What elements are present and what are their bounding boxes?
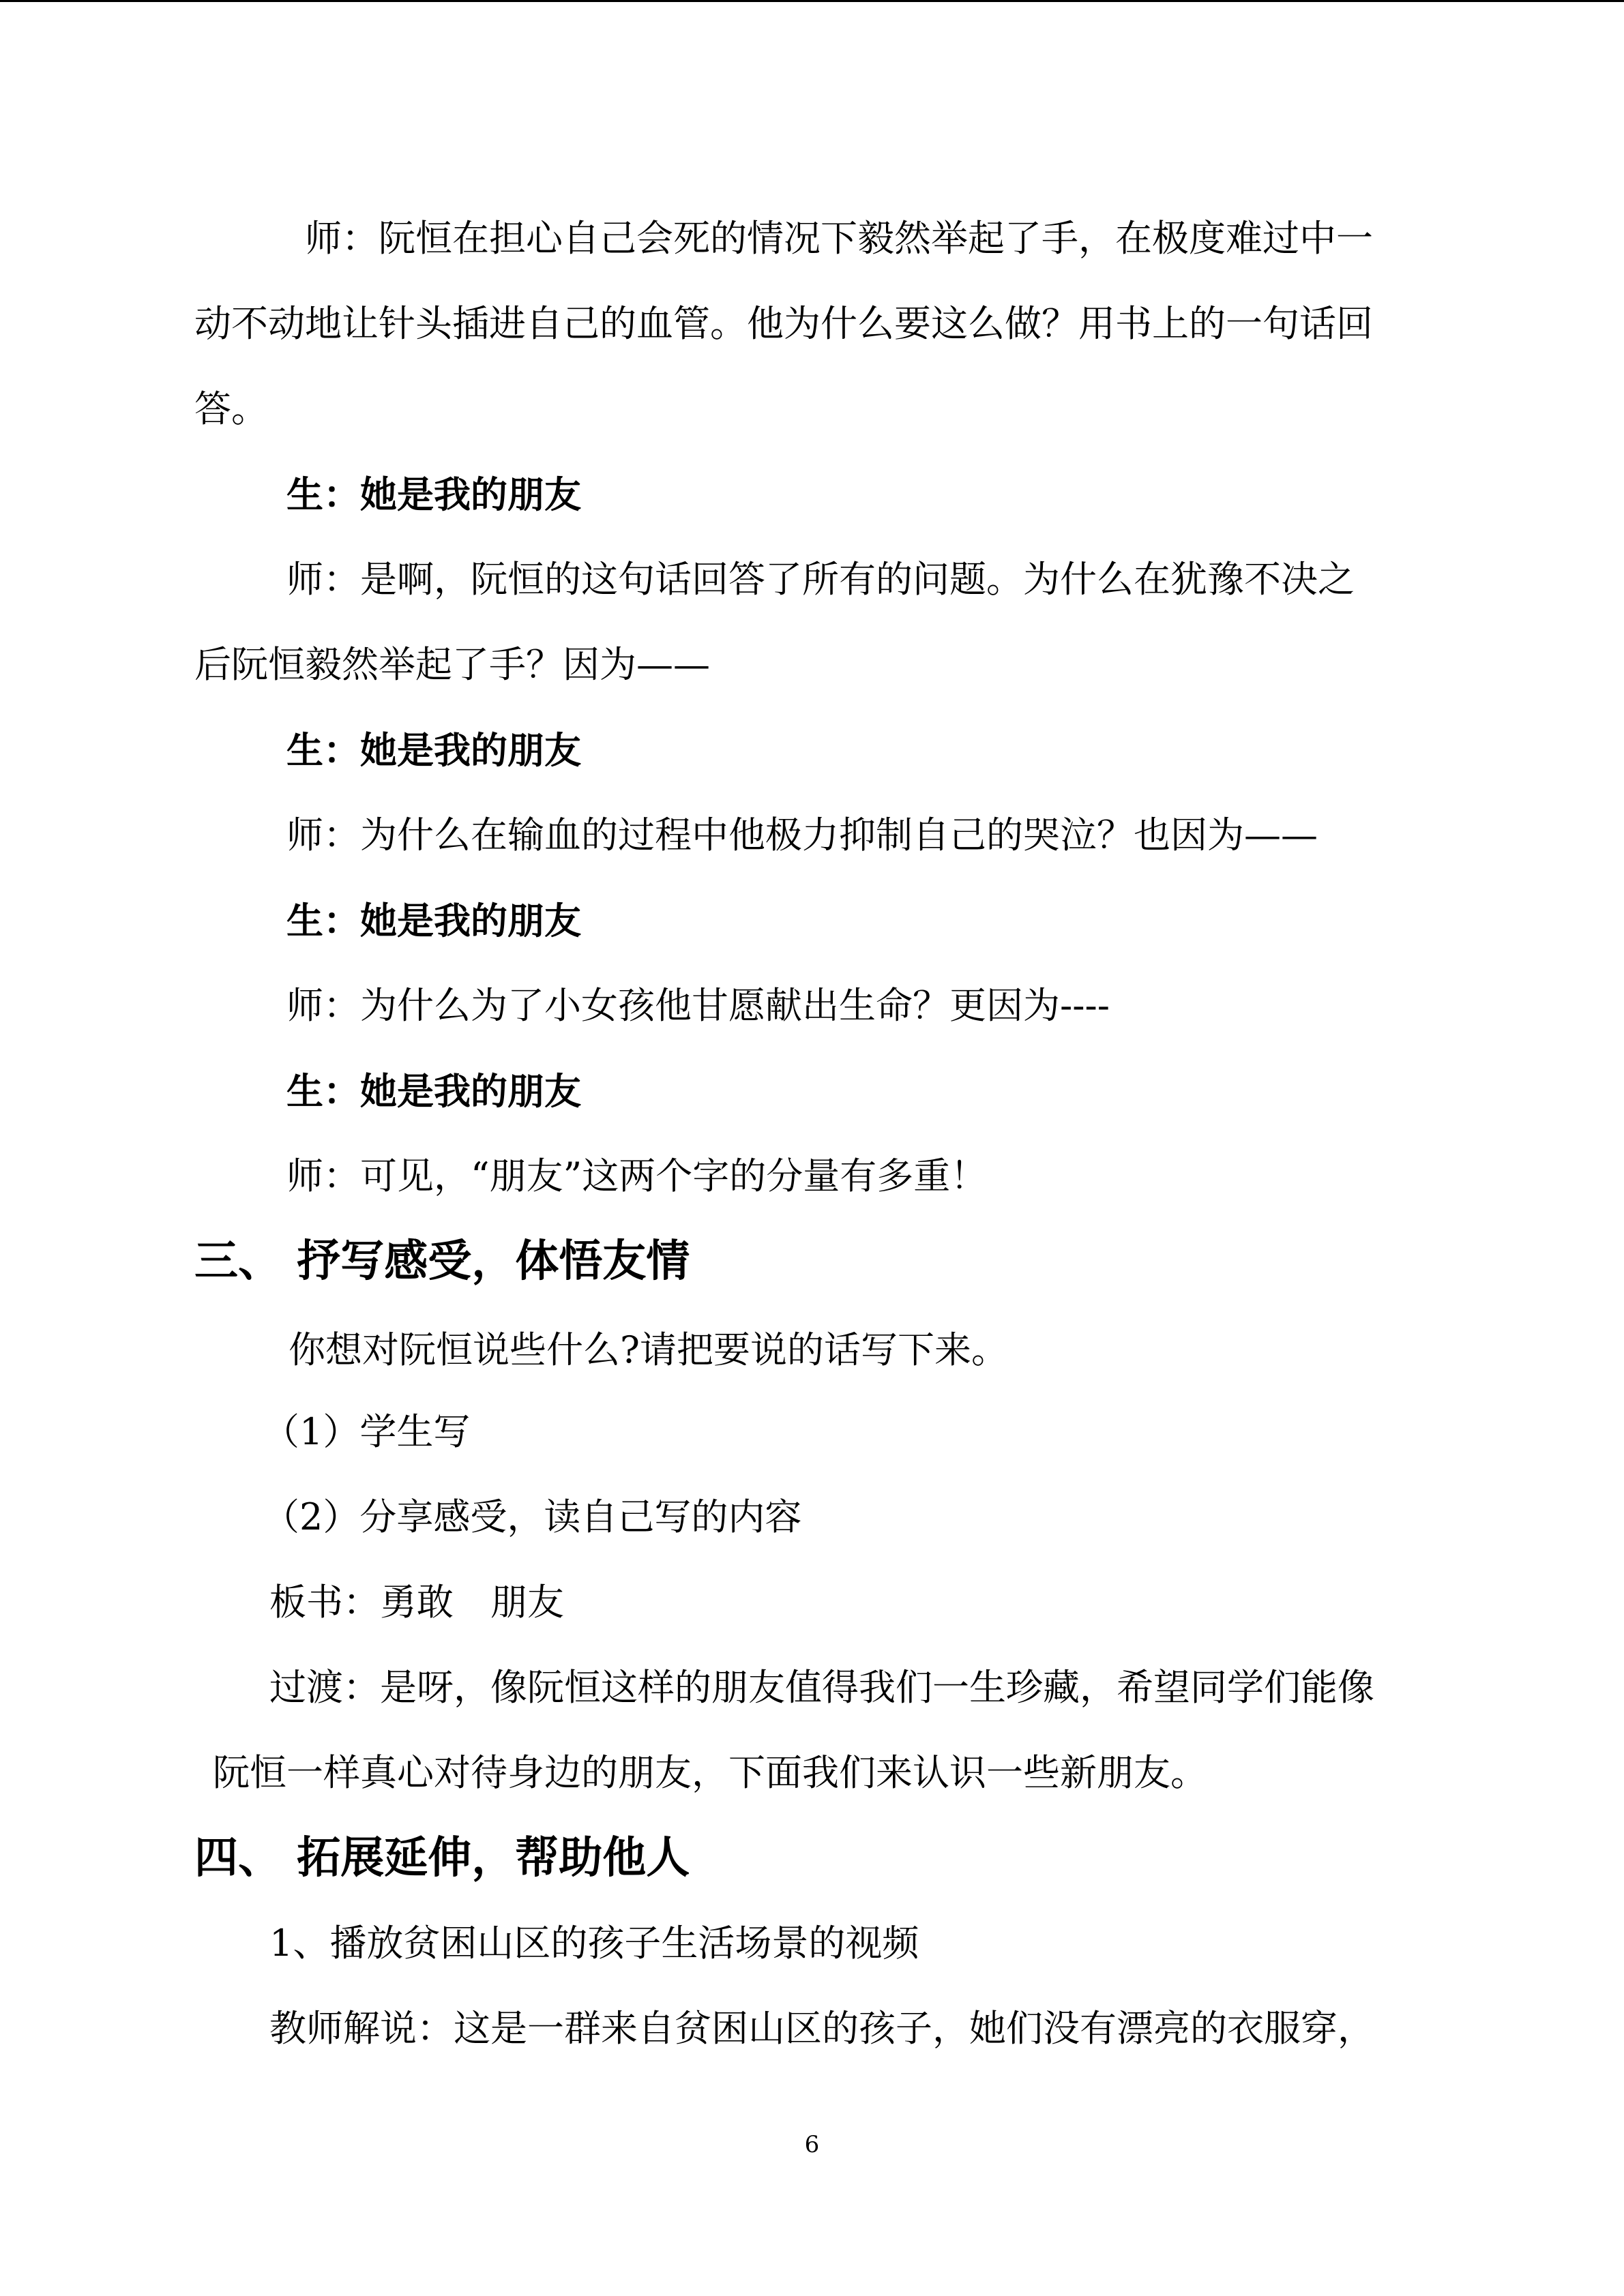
section-heading-4: 四、 拓展延伸，帮助他人	[194, 1832, 690, 1883]
transition-line-1: 过渡：是呀，像阮恒这样的朋友值得我们一生珍藏，希望同学们能像	[269, 1666, 1374, 1709]
step-2: （2）分享感受，读自己写的内容	[263, 1495, 802, 1538]
student-answer-4: 生：她是我的朋友	[286, 1069, 581, 1113]
page-top-border	[0, 0, 1624, 2]
teacher-narration: 教师解说：这是一群来自贫困山区的孩子，她们没有漂亮的衣服穿，	[269, 2007, 1374, 2050]
section-heading-3: 三、 抒写感受，体悟友情	[194, 1236, 690, 1287]
teacher-paragraph-4: 师：为什么为了小女孩他甘愿献出生命？更因为----	[286, 984, 1110, 1027]
teacher-question-line-3: 答。	[194, 387, 268, 430]
teacher-paragraph-2-line-2: 后阮恒毅然举起了手？因为——	[194, 643, 710, 686]
list-item-1: 1、播放贫困山区的孩子生活场景的视频	[269, 1922, 919, 1965]
writing-prompt: 你想对阮恒说些什么?请把要说的话写下来。	[289, 1328, 1008, 1371]
teacher-paragraph-5: 师：可见，“朋友”这两个字的分量有多重！	[286, 1154, 988, 1197]
teacher-question-line-2: 动不动地让针头插进自己的血管。他为什么要这么做？用书上的一句话回	[194, 302, 1373, 345]
teacher-question-line-1: 师：阮恒在担心自己会死的情况下毅然举起了手，在极度难过中一	[305, 217, 1373, 260]
step-1: （1）学生写	[263, 1410, 471, 1453]
page-number: 6	[804, 2131, 820, 2158]
student-answer-3: 生：她是我的朋友	[286, 899, 581, 942]
teacher-paragraph-2-line-1: 师：是啊，阮恒的这句话回答了所有的问题。为什么在犹豫不决之	[286, 558, 1355, 601]
student-answer-2: 生：她是我的朋友	[286, 728, 581, 772]
student-answer-1: 生：她是我的朋友	[286, 473, 581, 516]
blackboard-note: 板书：勇敢 朋友	[269, 1581, 564, 1624]
transition-line-2: 阮恒一样真心对待身边的朋友，下面我们来认识一些新朋友。	[213, 1751, 1207, 1794]
teacher-paragraph-3: 师：为什么在输血的过程中他极力抑制自己的哭泣？也因为——	[286, 814, 1318, 856]
